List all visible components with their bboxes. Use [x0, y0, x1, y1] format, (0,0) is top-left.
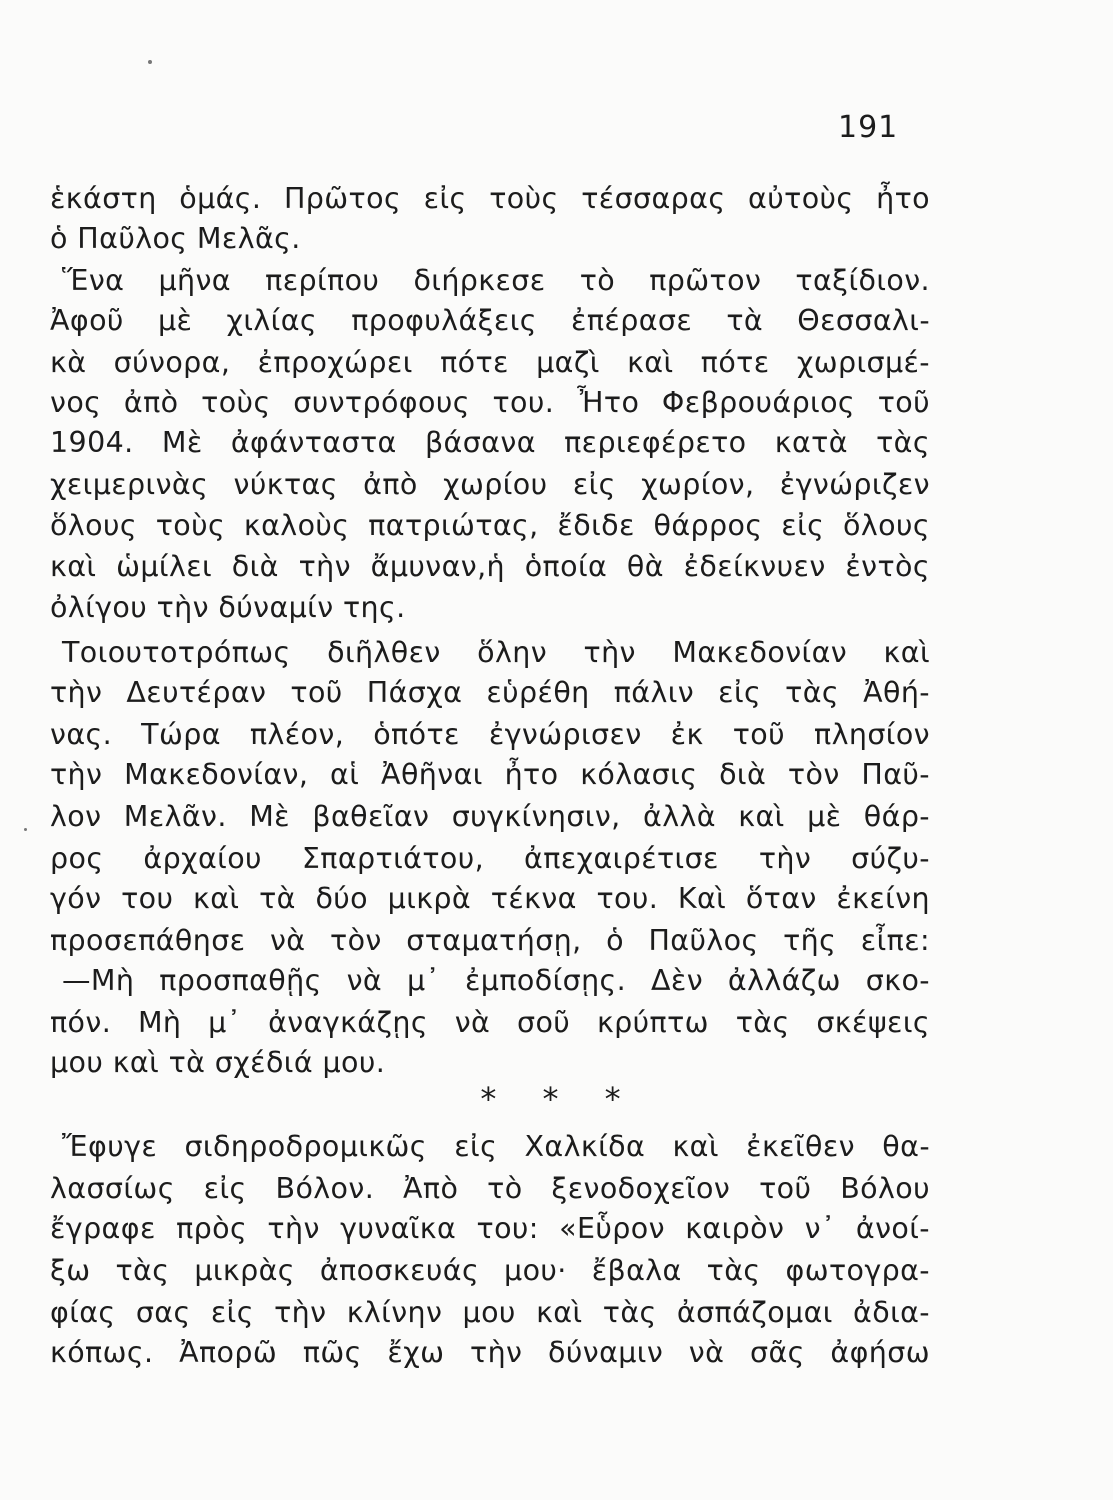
text-line: ξω τὰς μικρὰς ἀποσκευάς μου· ἔβαλα τὰς φωτογρα- — [50, 1254, 930, 1287]
text-line: λον Μελᾶν. Μὲ βαθεῖαν συγκίνησιν, ἀλλὰ καὶ μὲ θάρ- — [50, 800, 930, 833]
text-line: νας. Τώρα πλέον, ὁπότε ἐγνώρισεν ἐκ τοῦ πλησίον — [50, 718, 930, 751]
text-line: νος ἀπὸ τοὺς συντρόφους του. Ἦτο Φεβρουάριος τοῦ — [50, 386, 930, 419]
text-line: ρος ἀρχαίου Σπαρτιάτου, ἀπεχαιρέτισε τὴν σύζυ- — [50, 842, 930, 875]
text-line: ὅλους τοὺς καλοὺς πατριώτας, ἔδιδε θάρρος εἰς ὅλους — [50, 509, 930, 542]
text-line: Τοιουτοτρόπως διῆλθεν ὅλην τὴν Μακεδονίαν καὶ — [62, 636, 930, 669]
text-line: γόν του καὶ τὰ δύο μικρὰ τέκνα του. Καὶ ὅταν ἐκείνη — [50, 882, 930, 915]
text-line: τὴν Δευτέραν τοῦ Πάσχα εὑρέθη πάλιν εἰς τὰς Ἀθή- — [50, 676, 930, 709]
text-line: ὀλίγου τὴν δύναμίν της. — [50, 591, 406, 624]
text-line: μου καὶ τὰ σχέδιά μου. — [50, 1046, 386, 1079]
text-line: ὁ Παῦλος Μελᾶς. — [50, 222, 301, 255]
text-line: κόπως. Ἀπορῶ πῶς ἔχω τὴν δύναμιν νὰ σᾶς ἀφήσω — [50, 1336, 930, 1369]
text-line: Ἀφοῦ μὲ χιλίας προφυλάξεις ἐπέρασε τὰ Θεσσαλι- — [50, 304, 930, 337]
text-line: Ἔφυγε σιδηροδρομικῶς εἰς Χαλκίδα καὶ ἐκεῖθεν θα- — [62, 1130, 930, 1163]
text-line: λασσίως εἰς Βόλον. Ἀπὸ τὸ ξενοδοχεῖον τοῦ Βόλου — [50, 1172, 930, 1205]
section-separator: * * * — [480, 1080, 639, 1118]
page-number: 191 — [838, 110, 899, 145]
paper-speck — [148, 60, 152, 64]
text-line: κὰ σύνορα, ἐπροχώρει πότε μαζὶ καὶ πότε χωρισμέ- — [50, 346, 930, 379]
text-line: ἑκάστη ὁμάς. Πρῶτος εἰς τοὺς τέσσαρας αὐτοὺς ἦτο — [50, 182, 930, 215]
text-line: —Μὴ προσπαθῇς νὰ μ᾽ ἐμποδίσῃς. Δὲν ἀλλάζω σκο- — [62, 964, 930, 997]
text-line: τὴν Μακεδονίαν, αἱ Ἀθῆναι ἦτο κόλασις διὰ τὸν Παῦ- — [50, 758, 930, 791]
text-line: χειμερινὰς νύκτας ἀπὸ χωρίου εἰς χωρίον, ἐγνώριζεν — [50, 468, 930, 501]
text-line: Ἕνα μῆνα περίπου διήρκεσε τὸ πρῶτον ταξίδιον. — [62, 264, 930, 297]
paper-speck — [24, 828, 27, 831]
text-line: φίας σας εἰς τὴν κλίνην μου καὶ τὰς ἀσπάζομαι ἀδια- — [50, 1296, 930, 1329]
text-line: καὶ ὡμίλει διὰ τὴν ἄμυναν,ἡ ὁποία θὰ ἐδείκνυεν ἐντὸς — [50, 550, 930, 583]
text-line: 1904. Μὲ ἀφάνταστα βάσανα περιεφέρετο κατὰ τὰς — [50, 426, 930, 459]
text-line: πόν. Μὴ μ᾽ ἀναγκάζῃς νὰ σοῦ κρύπτω τὰς σκέψεις — [50, 1006, 930, 1039]
text-line: προσεπάθησε νὰ τὸν σταματήσῃ, ὁ Παῦλος τῆς εἶπε: — [50, 924, 930, 957]
text-line: ἔγραφε πρὸς τὴν γυναῖκα του: «Εὗρον καιρὸν ν᾽ ἀνοί- — [50, 1212, 930, 1245]
